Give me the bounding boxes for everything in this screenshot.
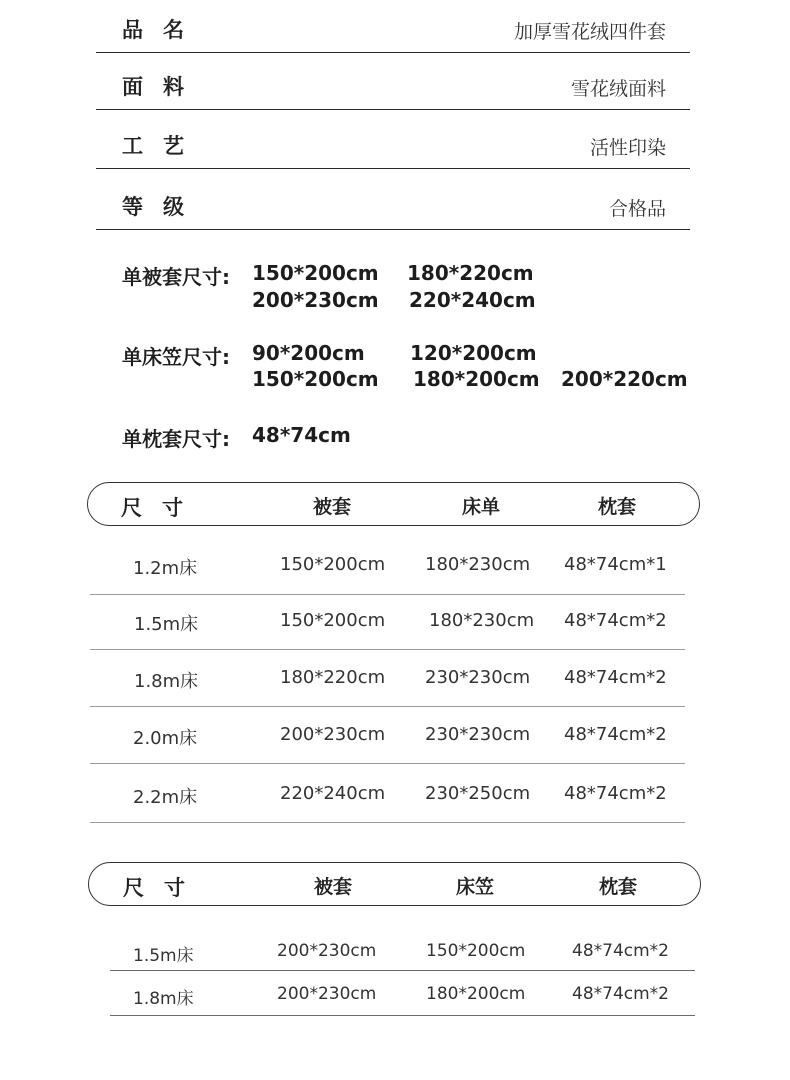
pillow-size-label: 单枕套尺寸: bbox=[122, 427, 230, 451]
table-row bbox=[110, 970, 695, 1016]
sheet-cell: 180*230cm bbox=[425, 554, 531, 575]
bed-size-cell: 1.8m床 bbox=[133, 989, 194, 1009]
table-row bbox=[90, 763, 685, 823]
duvet-cell: 220*240cm bbox=[280, 783, 386, 804]
spec-label: 品名 bbox=[122, 18, 204, 42]
table-row bbox=[90, 538, 685, 595]
table1-header-size: 尺寸 bbox=[121, 496, 203, 520]
table1-header-duvet: 被套 bbox=[313, 496, 352, 518]
duvet-size-value: 180*220cm bbox=[407, 261, 534, 285]
pillow-size-value: 48*74cm bbox=[252, 423, 351, 447]
duvet-cell: 200*230cm bbox=[277, 941, 377, 961]
spec-value: 活性印染 bbox=[589, 137, 666, 159]
bed-size-cell: 1.2m床 bbox=[133, 558, 198, 579]
pillow-cell: 48*74cm*2 bbox=[564, 667, 667, 688]
duvet-cell: 150*200cm bbox=[280, 554, 386, 575]
duvet-cell: 180*220cm bbox=[280, 667, 386, 688]
fitted-cell: 180*200cm bbox=[426, 984, 526, 1004]
duvet-size-label: 单被套尺寸: bbox=[122, 265, 230, 289]
spec-row-name bbox=[96, 0, 690, 53]
sheet-cell: 230*230cm bbox=[425, 724, 531, 745]
fitted-size-value: 200*220cm bbox=[561, 367, 688, 391]
fitted-size-label: 单床笠尺寸: bbox=[122, 345, 230, 369]
pillow-cell: 48*74cm*2 bbox=[564, 783, 667, 804]
table2-header bbox=[88, 862, 701, 906]
spec-label: 等级 bbox=[122, 195, 204, 219]
sheet-cell: 230*250cm bbox=[425, 783, 531, 804]
fitted-size-value: 90*200cm bbox=[252, 341, 365, 365]
table-row bbox=[90, 594, 685, 650]
duvet-size-value: 150*200cm bbox=[252, 261, 379, 285]
spec-value: 加厚雪花绒四件套 bbox=[513, 21, 666, 43]
bed-size-cell: 1.5m床 bbox=[133, 946, 194, 966]
table2-header-fitted: 床笠 bbox=[456, 876, 495, 898]
table2-header-duvet: 被套 bbox=[314, 876, 353, 898]
fitted-cell: 150*200cm bbox=[426, 941, 526, 961]
spec-label: 面料 bbox=[122, 75, 204, 99]
spec-value: 雪花绒面料 bbox=[570, 78, 666, 100]
pillow-cell: 48*74cm*2 bbox=[564, 610, 667, 631]
duvet-cell: 200*230cm bbox=[280, 724, 386, 745]
duvet-cell: 200*230cm bbox=[277, 984, 377, 1004]
table2-header-size: 尺寸 bbox=[123, 876, 205, 900]
fitted-size-value: 180*200cm bbox=[413, 367, 540, 391]
pillow-cell: 48*74cm*2 bbox=[572, 941, 669, 961]
fitted-size-value: 150*200cm bbox=[252, 367, 379, 391]
bed-size-cell: 1.8m床 bbox=[134, 671, 199, 692]
spec-row-fabric bbox=[96, 52, 690, 110]
sheet-cell: 230*230cm bbox=[425, 667, 531, 688]
duvet-size-value: 200*230cm bbox=[252, 288, 379, 312]
spec-row-grade bbox=[96, 168, 690, 230]
duvet-cell: 150*200cm bbox=[280, 610, 386, 631]
table1-header bbox=[87, 482, 700, 526]
sheet-cell: 180*230cm bbox=[429, 610, 535, 631]
spec-row-craft bbox=[96, 109, 690, 169]
bed-size-cell: 2.0m床 bbox=[133, 728, 198, 749]
table-row bbox=[90, 706, 685, 764]
bed-size-cell: 2.2m床 bbox=[133, 787, 198, 808]
table-row bbox=[110, 928, 695, 971]
table1-header-pillow: 枕套 bbox=[598, 496, 637, 518]
spec-label: 工艺 bbox=[122, 134, 204, 158]
spec-value: 合格品 bbox=[608, 198, 666, 220]
table-row bbox=[90, 649, 685, 707]
fitted-size-value: 120*200cm bbox=[410, 341, 537, 365]
bed-size-cell: 1.5m床 bbox=[134, 614, 199, 635]
pillow-cell: 48*74cm*2 bbox=[564, 724, 667, 745]
pillow-cell: 48*74cm*2 bbox=[572, 984, 669, 1004]
table2-header-pillow: 枕套 bbox=[599, 876, 638, 898]
pillow-cell: 48*74cm*1 bbox=[564, 554, 667, 575]
duvet-size-value: 220*240cm bbox=[409, 288, 536, 312]
table1-header-sheet: 床单 bbox=[462, 496, 501, 518]
